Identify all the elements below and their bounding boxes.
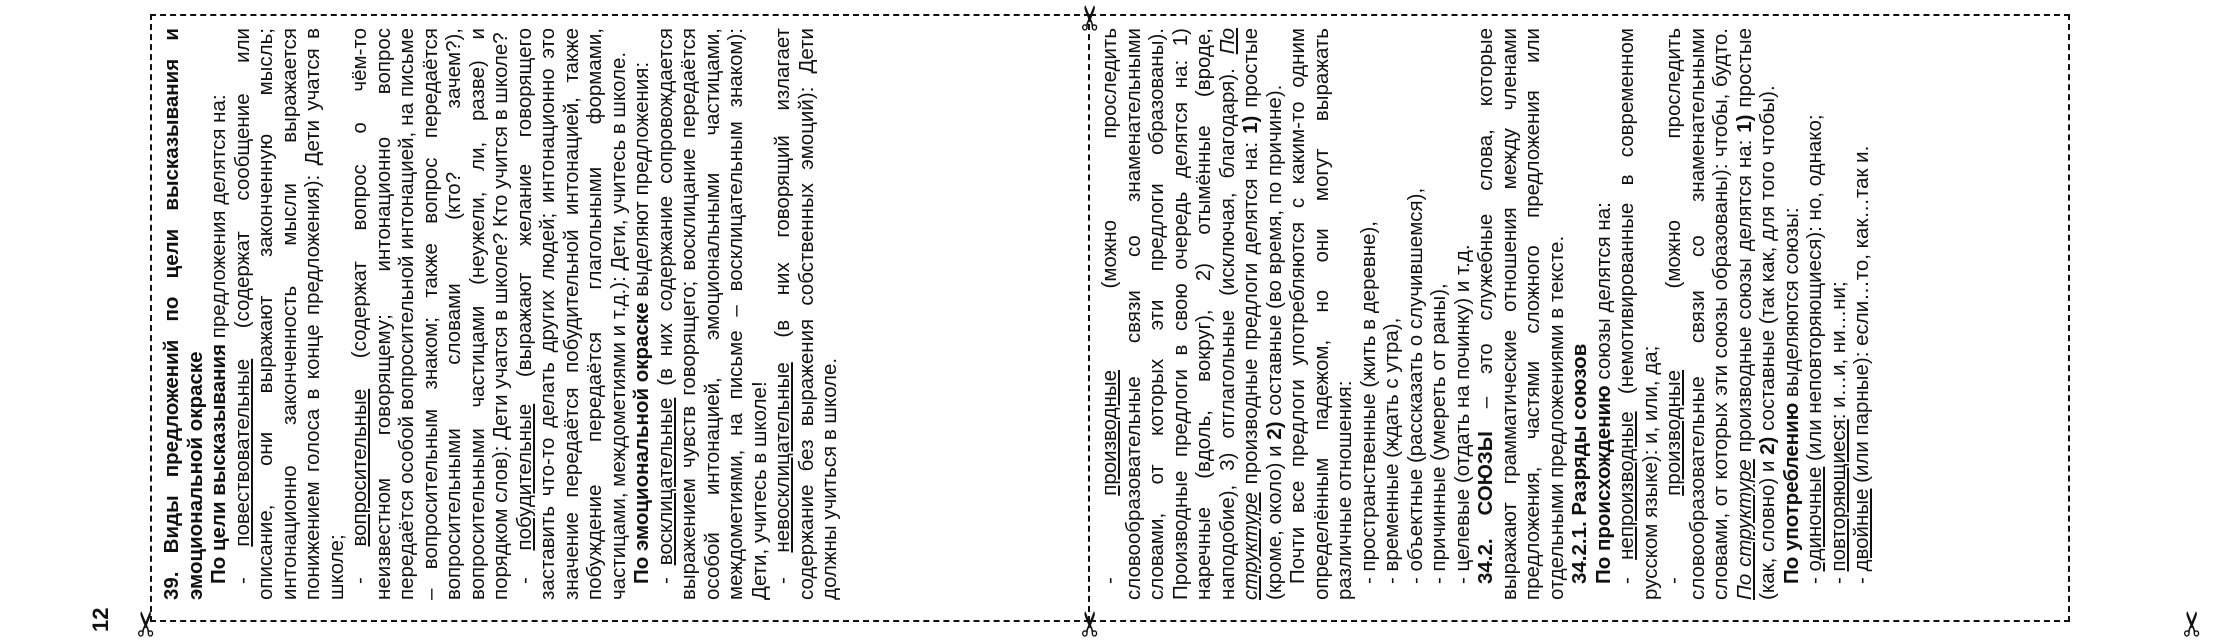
non-exclamatory-paragraph: - невосклицательные (в них говорящий излагает содержание без выражения собственных эмоций): Дети должны учиться в школе. [771,28,841,600]
card-prepositions-conjunctions [1090,14,2070,622]
relation-item: - объектные (рассказать о случившемся), [1403,187,1427,584]
relation-item: - временные (ждать с утра), [1380,317,1403,584]
conjunctions-definition: 34.2. СОЮЗЫ – это служебные слова, которые выражают грамматические отношения между членами предложения, частями сложного предложения или отдельными предложениями в тексте. [1474,28,1568,600]
scissors-icon: ✂ [1071,609,1111,638]
exclamatory-paragraph: - восклицательные (в них содержание сопровождается выражением чувств говорящего; восклицание передаётся особой интонацией, эмоциональными частицами, междометиями, на письме – восклицательным знаком): Дети, учитесь в школе! [653,28,771,600]
section-heading: 34.2.1. Разряды союзов [1568,343,1591,584]
scissors-icon: ✂ [2173,609,2213,638]
usage-line: По употреблению выделяются союзы: [1779,207,1803,584]
card-a-text [1098,28,1874,600]
derived-line: - производные (можно проследить словообразовательные связи со знаменательными словами, от которых эти союзы образованы): чтобы, будто. По структуре производные союзы делятся на: 1) простые (как, словно) и 2) составные (так как, для того чтобы). [1662,27,1779,600]
scissors-icon: ✂ [127,609,167,638]
page-number: 12 [88,607,113,632]
section-heading: 39. Виды предложений по цели высказывания и эмоциональной окраске [160,28,207,600]
purpose-line: По цели высказывания предложения делятся на: [207,94,230,584]
interrogative-paragraph: - вопросительные (содержат вопрос о чём-то неизвестном говорящему; интонационно вопрос передаётся особой вопросительной интонацией, на письме – вопросительным знаком; также вопрос передаётся вопросительными словами (кто? зачем?), вопросительными частицами (неужели, ли, разве) и порядком слов): Дети учатся в школе? Кто учится в школе? [348,28,512,600]
non-derived-line: - непроизводные (немотивированные в современном русском языке): и, или, да; [1615,28,1662,600]
relations-intro: Почти все предлоги употребляются с каким-то одним определённым падежом, но они могут выражать различные отношения: [1286,28,1356,600]
scissors-icon: ✂ [1071,3,1111,32]
relation-item: - причинные (умереть от раны), [1427,283,1450,584]
repeating-line: - повторяющиеся: и…и, ни…ни; [1826,281,1850,584]
double-line: - двойные (или парные): если…то, как…так и. [1850,145,1873,584]
imperative-paragraph: - побудительные (выражают желание говорящего заставить что-то делать других людей; интонационно это значение передаётся побудительной интонацией, также побуждение передаётся глагольными формами, частицами, междометиями и т.д.): Дети, учитесь в школе. [512,27,630,600]
relation-item: - пространственные (жить в деревне), [1356,220,1380,584]
relation-item: - целевые (отдать на починку) и т.д. [1450,244,1474,584]
origin-line: По происхождению союзы делятся на: [1591,202,1615,584]
card-b-text [160,28,842,600]
single-line: - одиночные (или неповторяющиеся): но, однако; [1803,114,1826,584]
card-sentence-types [150,14,1090,622]
narrative-paragraph: - повествовательные (содержат сообщение или описание, они выражают законченную мысль; интонационно законченность мысли выражается понижением голоса в конце предложения): Дети учатся в школе; [230,28,348,600]
emotional-line: По эмоциональной окраске выделяют предложения: [630,61,653,584]
derived-prepositions-paragraph: - производные (можно проследить словообразовательные связи со знаменательными словами, от которых эти предлоги образованы). Производные предлоги в свою очередь делятся на: 1) наречные (вдоль, вокруг), 2) отымённые (вроде, наподобие), 3) отглагольные (исключая, благодаря). По структуре производные предлоги делятся на: 1) простые (кроме, около) и 2) составные (во время, по причине). [1098,28,1286,600]
